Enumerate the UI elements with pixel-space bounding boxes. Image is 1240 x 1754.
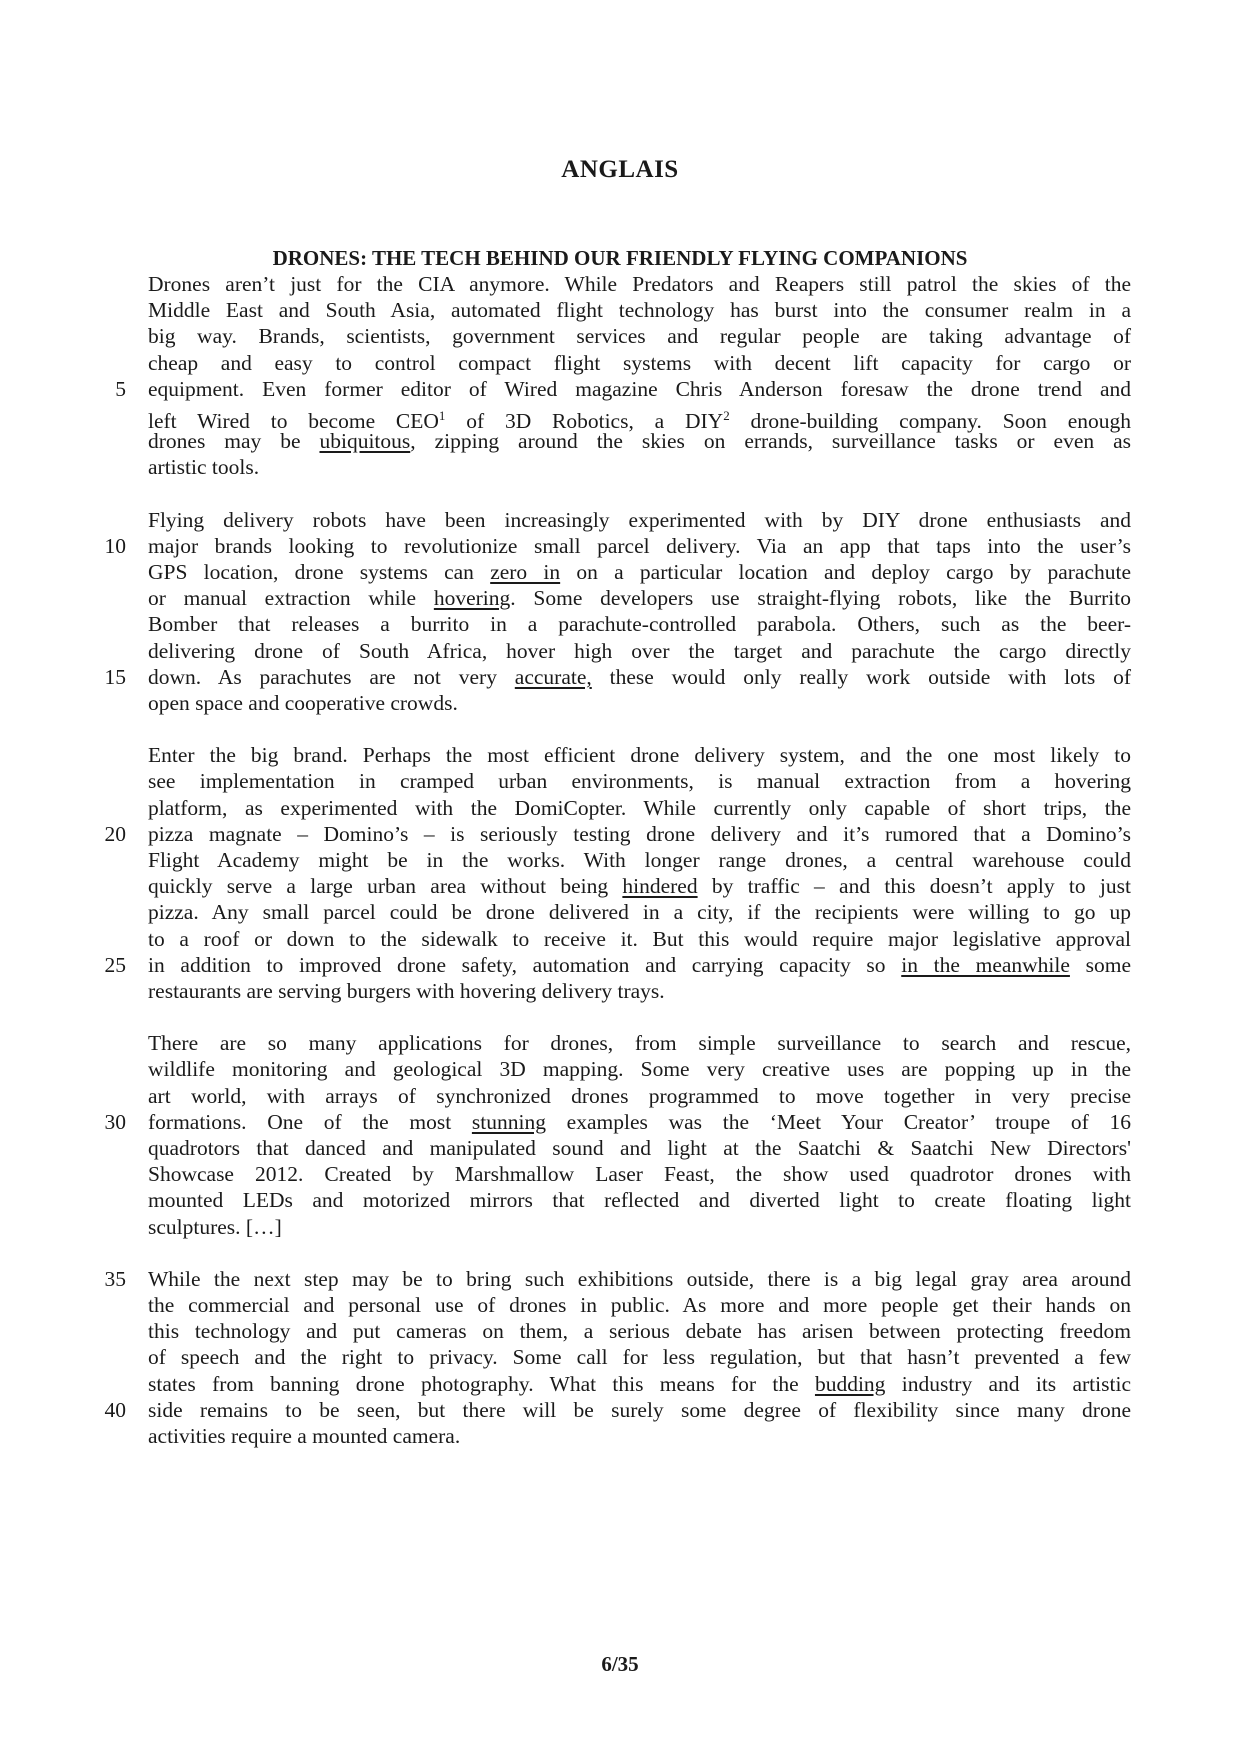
- text-segment: of 3D Robotics, a DIY: [445, 409, 724, 434]
- text-line: [148, 872, 1131, 901]
- text-segment: Showcase 2012. Created by Marshmallow Laser Feast, the show used quadrotor drones with: [148, 1162, 1131, 1187]
- text-segment: There are so many applications for drones, from simple surveillance to search and rescue,: [148, 1031, 1131, 1056]
- line-number: 40: [104, 1397, 126, 1422]
- text-line: [148, 1291, 1131, 1320]
- text-line: [148, 584, 1131, 613]
- text-segment: pizza. Any small parcel could be drone delivered in a city, if the recipients were willing to go up: [148, 900, 1131, 925]
- text-line: [148, 767, 1131, 796]
- text-line: [148, 663, 1131, 692]
- text-line: [148, 1186, 1131, 1215]
- text-line: [148, 296, 1131, 325]
- text-segment: wildlife monitoring and geological 3D mapping. Some very creative uses are popping up in the: [148, 1057, 1131, 1082]
- text-line: [148, 846, 1131, 875]
- text-segment: drone-building company. Soon enough: [729, 409, 1132, 434]
- text-segment: Middle East and South Asia, automated flight technology has burst into the consumer realm in a: [148, 298, 1131, 323]
- underlined-term: hovering: [433, 586, 511, 611]
- text-line: [148, 610, 1131, 639]
- text-line: [148, 951, 1131, 980]
- text-segment: . Some developers use straight-flying robots, like the Burrito: [510, 586, 1131, 611]
- text-line: [148, 637, 1131, 666]
- text-segment: left Wired to become CEO: [148, 409, 439, 434]
- text-line: [148, 794, 1131, 823]
- text-line: [148, 558, 1131, 587]
- text-segment: of speech and the right to privacy. Some call for less regulation, but that hasn’t prevented a few: [148, 1345, 1131, 1370]
- text-segment: major brands looking to revolutionize small parcel delivery. Via an app that taps into the user’s: [148, 533, 1131, 558]
- text-segment: While the next step may be to bring such exhibitions outside, there is a big legal gray area around: [148, 1266, 1131, 1291]
- underlined-term: hindered: [622, 874, 698, 899]
- text-segment: Drones aren’t just for the CIA anymore. While Predators and Reapers still patrol the skies of the: [148, 272, 1131, 296]
- text-segment: side remains to be seen, but there will be surely some degree of flexibility since many drone: [148, 1397, 1131, 1422]
- underlined-term: budding: [814, 1371, 886, 1396]
- text-segment: activities require a mounted camera.: [148, 1424, 461, 1448]
- text-segment: states from banning drone photography. What this means for the: [148, 1371, 815, 1396]
- text-line: [148, 1213, 1131, 1242]
- line-number: 30: [104, 1109, 126, 1134]
- text-line: [148, 270, 1131, 299]
- article-title: DRONES: THE TECH BEHIND OUR FRIENDLY FLYING COMPANIONS: [272, 246, 968, 270]
- text-line: [148, 349, 1131, 378]
- text-line: [148, 1343, 1131, 1372]
- text-line: [148, 820, 1131, 849]
- underlined-term: accurate,: [514, 664, 592, 689]
- line-number: 5: [115, 376, 126, 401]
- line-number: 20: [104, 821, 126, 846]
- text-segment: see implementation in cramped urban environments, is manual extraction from a hovering: [148, 769, 1131, 794]
- text-line: [148, 741, 1131, 770]
- text-line: [148, 1422, 1131, 1451]
- page-number: 6/35: [601, 1652, 639, 1676]
- text-line: [148, 1396, 1131, 1425]
- text-segment: Bomber that releases a burrito in a parachute-controlled parabola. Others, such as the beer-: [148, 612, 1131, 637]
- text-segment: drones may be: [148, 429, 320, 454]
- footnote-marker: 1: [438, 408, 446, 423]
- text-line: [148, 1317, 1131, 1346]
- text-segment: examples was the ‘Meet Your Creator’ troupe of 16: [545, 1109, 1131, 1134]
- text-segment: Flying delivery robots have been increasingly experimented with by DIY drone enthusiasts and: [148, 507, 1131, 532]
- text-line: [148, 506, 1131, 535]
- text-segment: platform, as experimented with the DomiCopter. While currently only capable of short trips, the: [148, 795, 1131, 820]
- line-number: 35: [104, 1266, 126, 1291]
- text-line: [148, 453, 1131, 482]
- text-segment: restaurants are serving burgers with hovering delivery trays.: [148, 979, 665, 1003]
- text-segment: quadrotors that danced and manipulated sound and light at the Saatchi & Saatchi New Directors': [148, 1136, 1131, 1160]
- text-line: [148, 375, 1131, 404]
- page-title: ANGLAIS: [561, 156, 679, 183]
- text-line: [148, 1108, 1131, 1137]
- text-segment: GPS location, drone systems can: [148, 560, 491, 584]
- text-line: [148, 1082, 1131, 1111]
- text-segment: these would only really work outside with lots of: [591, 664, 1131, 689]
- text-segment: equipment. Even former editor of Wired magazine Chris Anderson foresaw the drone trend and: [148, 376, 1131, 401]
- text-segment: this technology and put cameras on them, a serious debate has arisen between protecting freedom: [148, 1319, 1131, 1344]
- text-segment: sculptures. […]: [148, 1214, 282, 1239]
- underlined-term: stunning: [471, 1109, 546, 1134]
- text-segment: in addition to improved drone safety, automation and carrying capacity so: [148, 952, 902, 977]
- text-segment: open space and cooperative crowds.: [148, 691, 458, 715]
- text-line: [148, 689, 1131, 718]
- text-line: [148, 1265, 1131, 1294]
- text-line: [148, 898, 1131, 927]
- text-segment: delivering drone of South Africa, hover high over the target and parachute the cargo directly: [148, 638, 1131, 663]
- text-line: [148, 1370, 1131, 1399]
- underlined-term: ubiquitous: [319, 429, 411, 454]
- text-segment: by traffic – and this doesn’t apply to just: [697, 874, 1131, 899]
- line-number: 25: [104, 952, 126, 977]
- text-segment: to a roof or down to the sidewalk to receive it. But this would require major legislative approval: [148, 926, 1131, 951]
- text-line: [148, 401, 1132, 434]
- text-line: [148, 427, 1131, 456]
- footnote-marker: 2: [723, 408, 730, 423]
- text-segment: big way. Brands, scientists, government services and regular people are taking advantage of: [148, 324, 1131, 349]
- text-line: [148, 1134, 1131, 1163]
- text-line: [148, 1160, 1131, 1189]
- text-line: [148, 1055, 1131, 1084]
- underlined-term: in the meanwhile: [901, 952, 1070, 977]
- line-number: 10: [104, 533, 126, 558]
- text-line: [148, 925, 1131, 954]
- text-segment: industry and its artistic: [885, 1371, 1131, 1396]
- text-segment: Enter the big brand. Perhaps the most efficient drone delivery system, and the one most likely to: [148, 743, 1131, 768]
- text-line: [148, 532, 1131, 561]
- text-segment: formations. One of the most: [148, 1109, 472, 1134]
- text-segment: some: [1069, 952, 1131, 977]
- text-segment: on a particular location and deploy cargo by parachute: [560, 560, 1132, 584]
- text-segment: artistic tools.: [148, 455, 260, 480]
- text-line: [148, 322, 1131, 351]
- text-segment: quickly serve a large urban area without being: [148, 874, 623, 899]
- underlined-term: zero in: [490, 560, 561, 584]
- text-line: [148, 977, 1131, 1006]
- text-line: [148, 1029, 1131, 1058]
- text-segment: or manual extraction while: [148, 586, 434, 611]
- text-segment: down. As parachutes are not very: [148, 664, 515, 689]
- text-segment: cheap and easy to control compact flight systems with decent lift capacity for cargo or: [148, 350, 1131, 375]
- text-segment: the commercial and personal use of drones in public. As more and more people get their hands on: [148, 1293, 1131, 1317]
- text-segment: mounted LEDs and motorized mirrors that reflected and diverted light to create floating light: [148, 1188, 1131, 1213]
- text-segment: art world, with arrays of synchronized drones programmed to move together in very precise: [148, 1083, 1131, 1108]
- line-number: 15: [104, 664, 126, 689]
- text-segment: pizza magnate – Domino’s – is seriously testing drone delivery and it’s rumored that a Domino’s: [148, 821, 1131, 846]
- text-segment: Flight Academy might be in the works. With longer range drones, a central warehouse could: [148, 848, 1131, 872]
- text-segment: , zipping around the skies on errands, surveillance tasks or even as: [410, 429, 1131, 454]
